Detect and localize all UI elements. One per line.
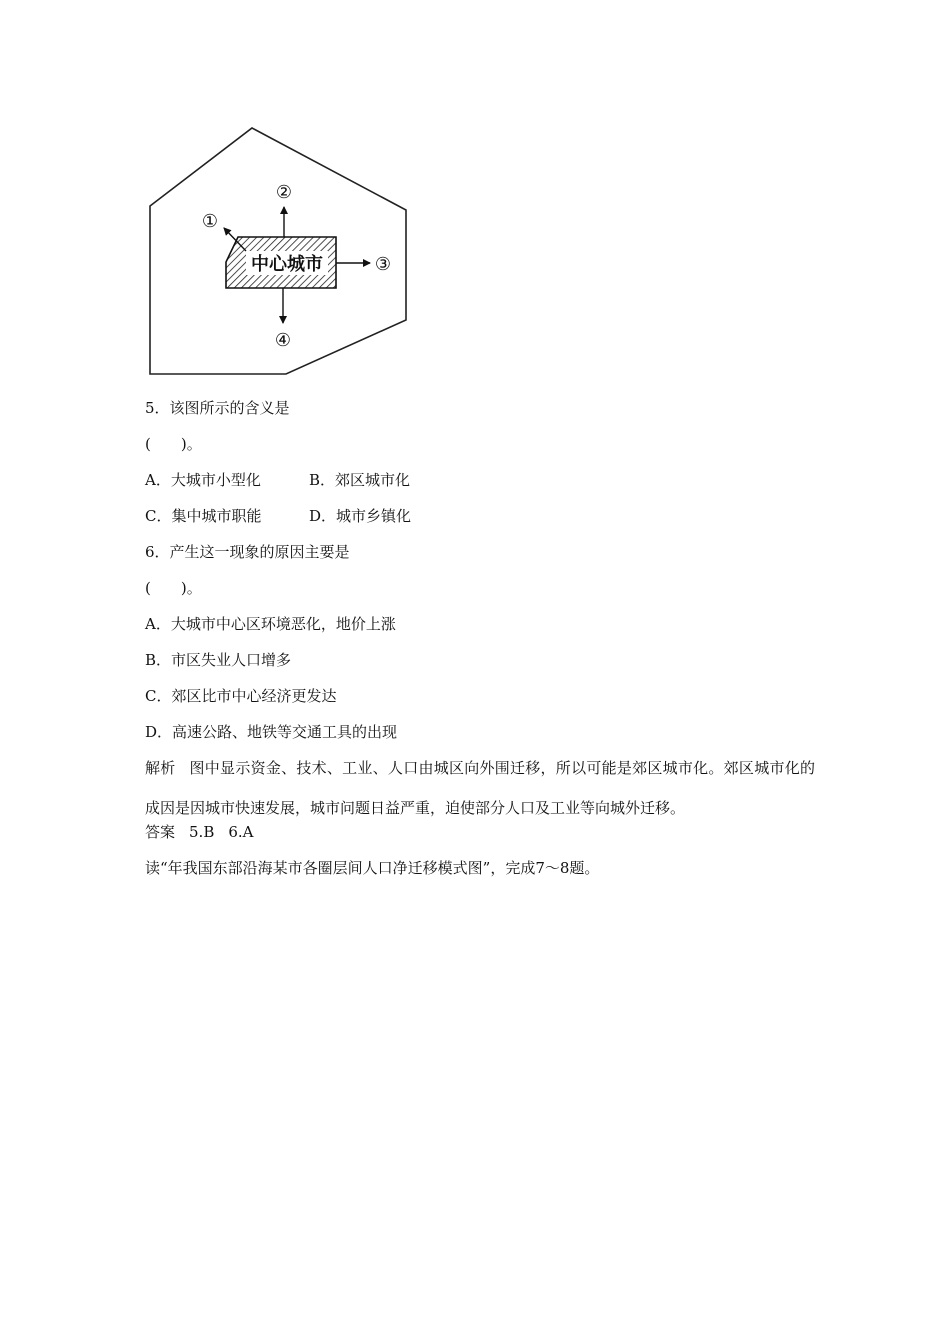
answer-item-6: 6.A bbox=[228, 823, 254, 841]
q5-option-c: C．集中城市职能 bbox=[145, 507, 262, 525]
q6-stem: 6．产生这一现象的原因主要是 bbox=[145, 543, 350, 561]
q5-paren: ( )。 bbox=[145, 435, 202, 453]
analysis-text: 图中显示资金、技术、工业、人口由城区向外围迁移，所以可能是郊区城市化。郊区城市化的成因是因城市快速发展，城市问题日益严重，迫使部分人口及工业等向城外迁移。 bbox=[145, 759, 815, 817]
answer-item-5: 5.B bbox=[189, 823, 215, 841]
suburbanization-diagram bbox=[140, 120, 420, 385]
arrow-label-1: ① bbox=[201, 211, 219, 232]
answer-label: 答案 bbox=[145, 823, 176, 841]
q5-stem: 5．该图所示的含义是 bbox=[145, 399, 290, 417]
q6-option-a: A．大城市中心区环境恶化，地价上涨 bbox=[145, 615, 396, 633]
arrow-label-4: ④ bbox=[274, 330, 292, 351]
q6-option-d: D．高速公路、地铁等交通工具的出现 bbox=[145, 723, 398, 741]
arrow-label-3: ③ bbox=[374, 254, 392, 275]
question-content bbox=[145, 398, 815, 878]
q6-paren: ( )。 bbox=[145, 579, 202, 597]
next-question-prompt: 读“年我国东部沿海某市各圈层间人口净迁移模式图”，完成7～8题。 bbox=[145, 859, 600, 877]
analysis-label: 解析 bbox=[145, 759, 176, 777]
analysis-paragraph bbox=[145, 748, 815, 828]
arrow-label-2: ② bbox=[275, 182, 293, 203]
q6-option-b: B．市区失业人口增多 bbox=[145, 651, 292, 669]
q5-options-row-2 bbox=[145, 506, 815, 526]
q6-option-c: C．郊区比市中心经济更发达 bbox=[145, 687, 337, 705]
q5-option-a: A．大城市小型化 bbox=[145, 471, 261, 489]
q5-option-d: D．城市乡镇化 bbox=[309, 507, 412, 525]
diagram-svg bbox=[140, 120, 420, 385]
q5-option-b: B．郊区城市化 bbox=[309, 471, 411, 489]
q5-options-row-1 bbox=[145, 470, 815, 490]
center-city-label: 中心城市 bbox=[251, 254, 323, 275]
